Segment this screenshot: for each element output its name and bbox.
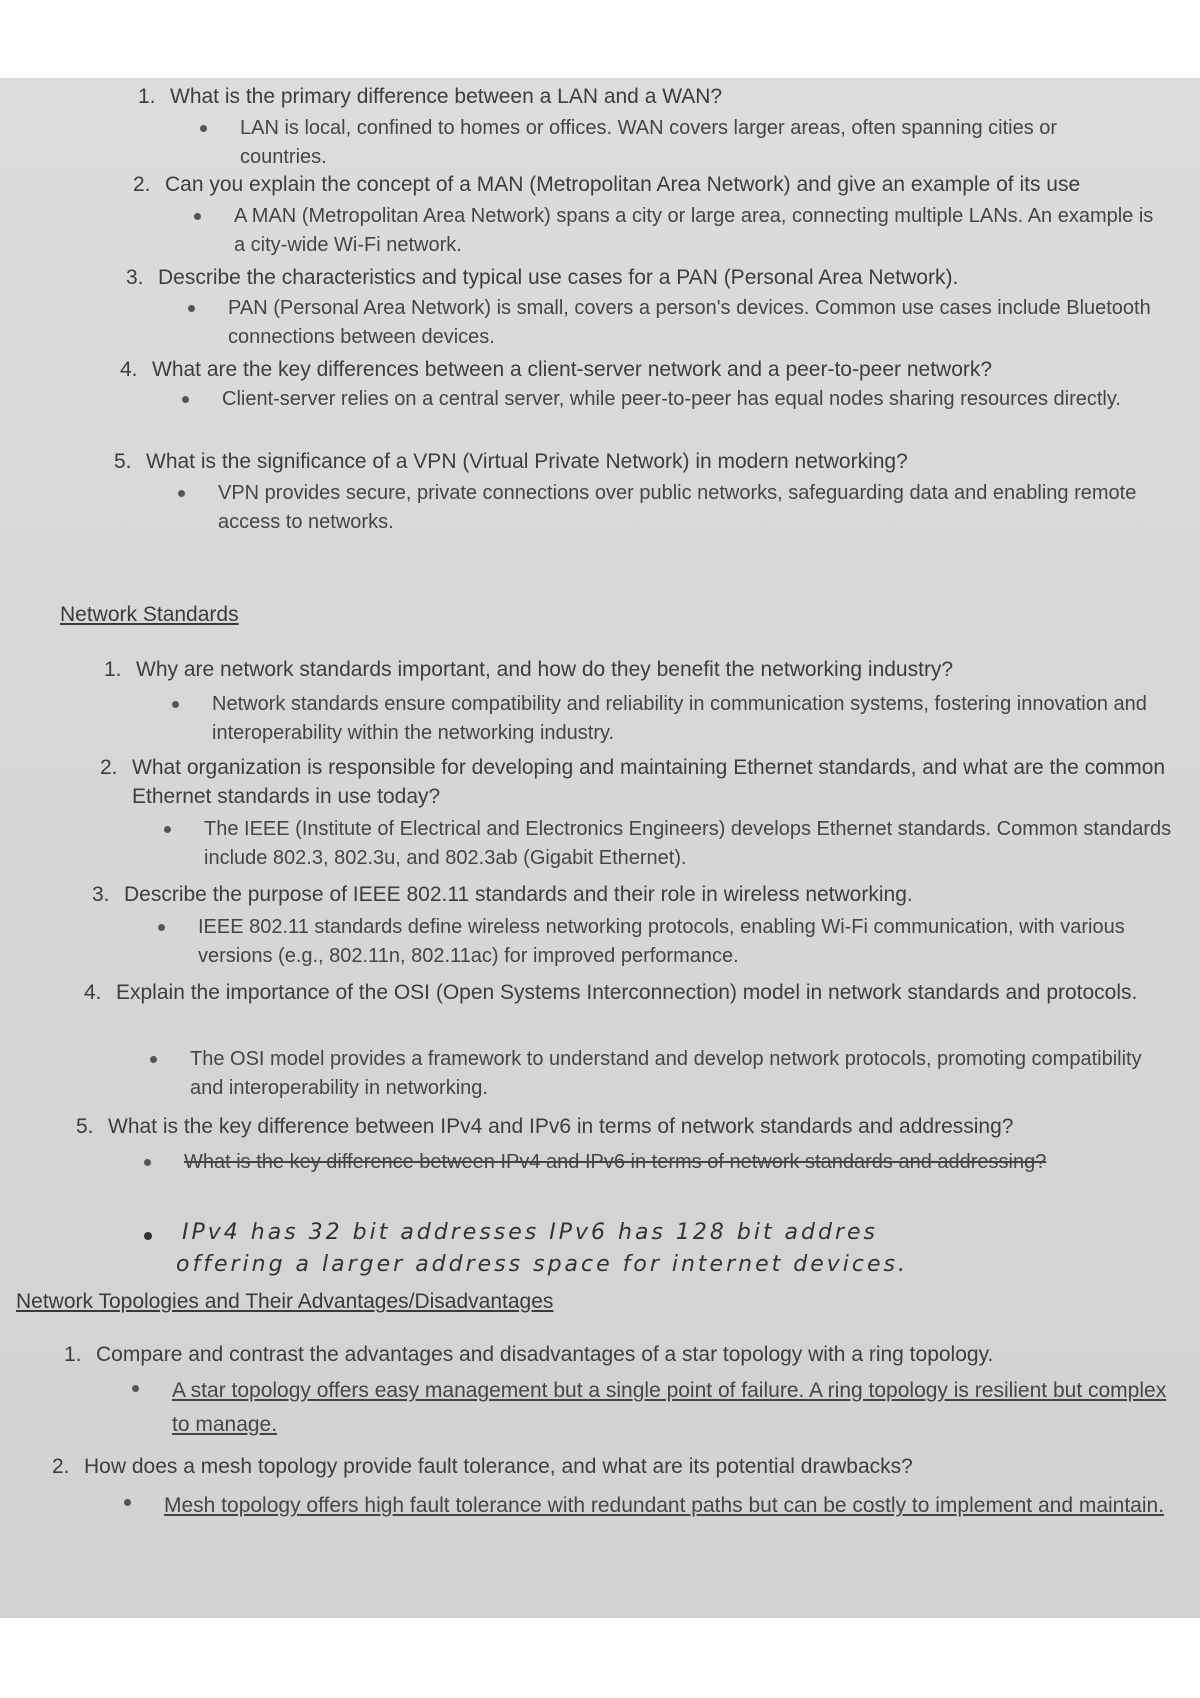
section-heading-network-topologies: Network Topologies and Their Advantages/Disadvantages bbox=[16, 1290, 554, 1313]
answer-12: Mesh topology offers high fault tolerance with redundant paths but can be costly to implement and maintain. bbox=[164, 1488, 1174, 1524]
question-6: 1. Why are network standards important, and how do they benefit the networking industry? bbox=[104, 658, 954, 681]
question-7: 2. What organization is responsible for developing and maintaining Ethernet standards, and what are the common Ethernet standards in use today? bbox=[100, 756, 1166, 808]
answer-1: LAN is local, confined to homes or offices. WAN covers larger areas, often spanning cities or countries. bbox=[240, 114, 1140, 172]
bullet-icon bbox=[200, 125, 207, 132]
question-9: 4. Explain the importance of the OSI (Open Systems Interconnection) model in network standards and protocols. bbox=[84, 981, 1138, 1004]
answer-8: IEEE 802.11 standards define wireless networking protocols, enabling Wi-Fi communication, with various versions (e.g., 802.11n, 802.11ac) for improved performance. bbox=[198, 913, 1178, 971]
answer-10-struck: What is the key difference between IPv4 and IPv6 in terms of network standards and addressing? bbox=[184, 1148, 1174, 1177]
bullet-icon bbox=[144, 1232, 152, 1240]
bullet-icon bbox=[132, 1385, 139, 1392]
bullet-icon bbox=[188, 305, 195, 312]
section-heading-network-standards: Network Standards bbox=[60, 603, 239, 626]
answer-5: VPN provides secure, private connections over public networks, safeguarding data and enabling remote access to networks. bbox=[218, 479, 1168, 537]
bullet-icon bbox=[164, 826, 171, 833]
answer-6: Network standards ensure compatibility and reliability in communication systems, fostering innovation and interoperability within the networking industry. bbox=[212, 690, 1172, 748]
question-3: 3. Describe the characteristics and typical use cases for a PAN (Personal Area Network). bbox=[126, 266, 959, 289]
question-12: 2. How does a mesh topology provide fault tolerance, and what are its potential drawbacks? bbox=[52, 1455, 913, 1478]
answer-4: Client-server relies on a central server, while peer-to-peer has equal nodes sharing resources directly. bbox=[222, 385, 1162, 414]
answer-11: A star topology offers easy management but a single point of failure. A ring topology is resilient but complex to manage. bbox=[172, 1374, 1172, 1442]
question-8: 3. Describe the purpose of IEEE 802.11 standards and their role in wireless networking. bbox=[92, 883, 913, 906]
question-5: 5. What is the significance of a VPN (Virtual Private Network) in modern networking? bbox=[114, 450, 908, 473]
answer-9: The OSI model provides a framework to understand and develop network protocols, promoting compatibility and interoperability in networking. bbox=[190, 1045, 1170, 1103]
bullet-icon bbox=[182, 396, 189, 403]
bullet-icon bbox=[144, 1159, 151, 1166]
bullet-icon bbox=[194, 213, 201, 220]
bullet-icon bbox=[158, 924, 165, 931]
bullet-icon bbox=[124, 1499, 131, 1506]
question-11: 1. Compare and contrast the advantages and disadvantages of a star topology with a ring topology. bbox=[64, 1343, 994, 1366]
question-2: 2. Can you explain the concept of a MAN (Metropolitan Area Network) and give an example of its use bbox=[133, 173, 1081, 196]
question-1: 1. What is the primary difference between a LAN and a WAN? bbox=[138, 85, 723, 108]
question-10: 5. What is the key difference between IPv4 and IPv6 in terms of network standards and addressing? bbox=[76, 1115, 1014, 1138]
answer-3: PAN (Personal Area Network) is small, covers a person's devices. Common use cases include Bluetooth connections between devices. bbox=[228, 294, 1158, 352]
answer-2: A MAN (Metropolitan Area Network) spans a city or large area, connecting multiple LANs. An example is a city-wide Wi-Fi network. bbox=[234, 202, 1154, 260]
bullet-icon bbox=[150, 1056, 157, 1063]
question-4: 4. What are the key differences between a client-server network and a peer-to-peer network? bbox=[120, 358, 993, 381]
bullet-icon bbox=[178, 490, 185, 497]
answer-7: The IEEE (Institute of Electrical and Electronics Engineers) develops Ethernet standards. Common standards include 802.3, 802.3u, and 802.3ab (Gigabit Ethernet). bbox=[204, 815, 1174, 873]
bullet-icon bbox=[172, 701, 179, 708]
handwritten-answer-line-1: IPv4 has 32 bit addresses IPv6 has 128 bit addres bbox=[182, 1220, 1192, 1245]
handwritten-answer-line-2: offering a larger address space for internet devices. bbox=[176, 1252, 908, 1277]
